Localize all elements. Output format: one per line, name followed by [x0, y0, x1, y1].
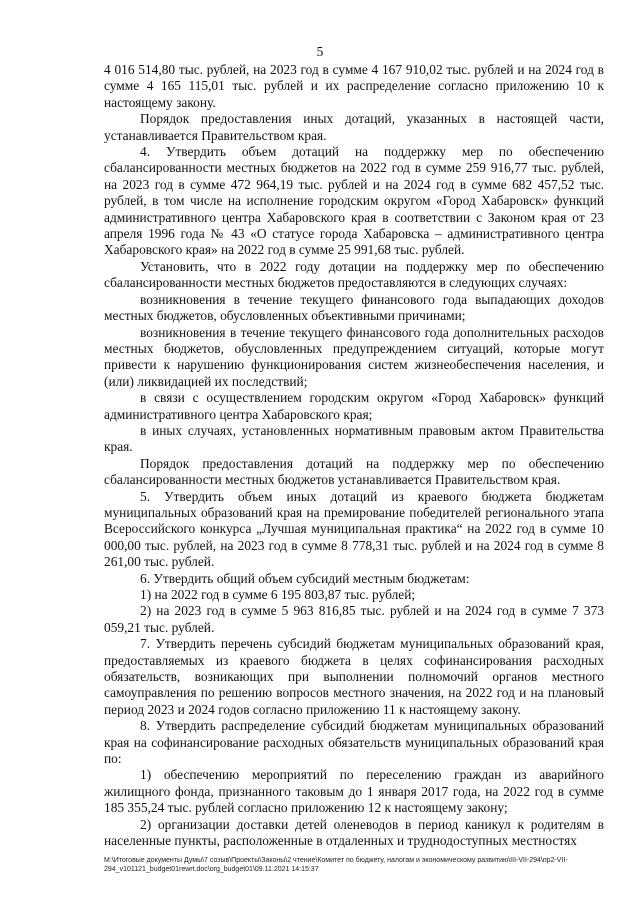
paragraph: в иных случаях, установленных нормативным правовым актом Правительства края. — [104, 422, 604, 455]
footer-line: М:\Итоговые документы Думы\7 созыв\Проекты\Законы\2 чтение\Комитет по бюджету, налогам и экономическому развитию\III-VII-294\пр2-VII- — [104, 857, 568, 864]
paragraph: 4 016 514,80 тыс. рублей, на 2023 год в сумме 4 167 910,02 тыс. рублей и на 2024 год в сумме 4 165 115,01 тыс. рублей и их распределение согласно приложению 10 к настоящему закону. — [104, 62, 604, 110]
paragraph: возникновения в течение текущего финансового года дополнительных расходов местных бюджетов, обусловленных предупреждением ситуаций, которые могут привести к нарушению функционирования систем жизнеобеспечения населения, и (или) ликвидацией их последствий; — [104, 324, 604, 389]
paragraph: 1) обеспечению мероприятий по переселению граждан из аварийного жилищного фонда, признанного таковым до 1 января 2017 года, на 2022 год в сумме 185 355,24 тыс. рублей согласно приложению 12 к настоящему закону; — [104, 767, 604, 816]
footer-line: 294_v101121_budget01rewrt.doc\org_budget01\09.11.2021 14:15:37 — [104, 866, 319, 873]
paragraph: 6. Утвердить общий объем субсидий местным бюджетам: — [140, 570, 470, 586]
paragraph: возникновения в течение текущего финансового года выпадающих доходов местных бюджетов, обусловленных объективными причинами; — [104, 291, 604, 324]
paragraph: 2) организации доставки детей оленеводов в период каникул к родителям в населенные пункты, расположенные в отдаленных и труднодоступных местностях — [104, 816, 604, 849]
paragraph: 5. Утвердить объем иных дотаций из краевого бюджета бюджетам муниципальных образований края на премирование победителей регионального этапа Всероссийского конкурса „Лучшая муниципальная практика“ на 2022 год в сумме 10 000,00 тыс. рублей, на 2023 год в сумме 8 778,31 тыс. рублей и на 2024 год в сумме 8 261,00 тыс. рублей. — [104, 488, 604, 570]
document-body — [104, 62, 604, 850]
file-path-footer — [104, 856, 604, 874]
paragraph: 7. Утвердить перечень субсидий бюджетам муниципальных образований края, предоставляемых из краевого бюджета в целях софинансирования расходных обязательств, возникающих при выполнении полномочий органов местного самоуправления по решению вопросов местного значения, на 2022 год и на плановый период 2023 и 2024 годов согласно приложению 11 к настоящему закону. — [104, 636, 604, 717]
paragraph: 1) на 2022 год в сумме 6 195 803,87 тыс. рублей; — [140, 587, 416, 602]
page-number: 5 — [316, 44, 324, 59]
paragraph: 8. Утвердить распределение субсидий бюджетам муниципальных образований края на софинансирование расходных обязательств муниципальных образований края по: — [104, 718, 604, 767]
paragraph: Порядок предоставления иных дотаций, указанных в настоящей части, устанавливается Правительством края. — [104, 111, 604, 143]
paragraph: 2) на 2023 год в сумме 5 963 816,85 тыс. рублей и на 2024 год в сумме 7 373 059,21 тыс. рублей. — [104, 603, 604, 635]
paragraph: Установить, что в 2022 году дотации на поддержку мер по обеспечению сбалансированности местных бюджетов предоставляются в следующих случаях: — [104, 258, 604, 291]
paragraph: 4. Утвердить объем дотаций на поддержку мер по обеспечению сбалансированности местных бюджетов на 2022 год в сумме 259 916,77 тыс. рублей, на 2023 год в сумме 472 964,19 тыс. рублей и на 2024 год в сумме 682 457,52 тыс. рублей, в том числе на исполнение городским округом «Город Хабаровск» функций административного центра Хабаровского края в соответствии с Законом края от 23 апреля 1996 года № 43 «О статусе города Хабаровска – административного центра Хабаровского края» на 2022 год в сумме 25 991,68 тыс. рублей. — [104, 144, 604, 258]
paragraph: в связи с осуществлением городским округом «Город Хабаровск» функций административного центра Хабаровского края; — [104, 390, 604, 422]
paragraph: Порядок предоставления дотаций на поддержку мер по обеспечению сбалансированности местных бюджетов устанавливается Правительством края. — [104, 455, 604, 488]
